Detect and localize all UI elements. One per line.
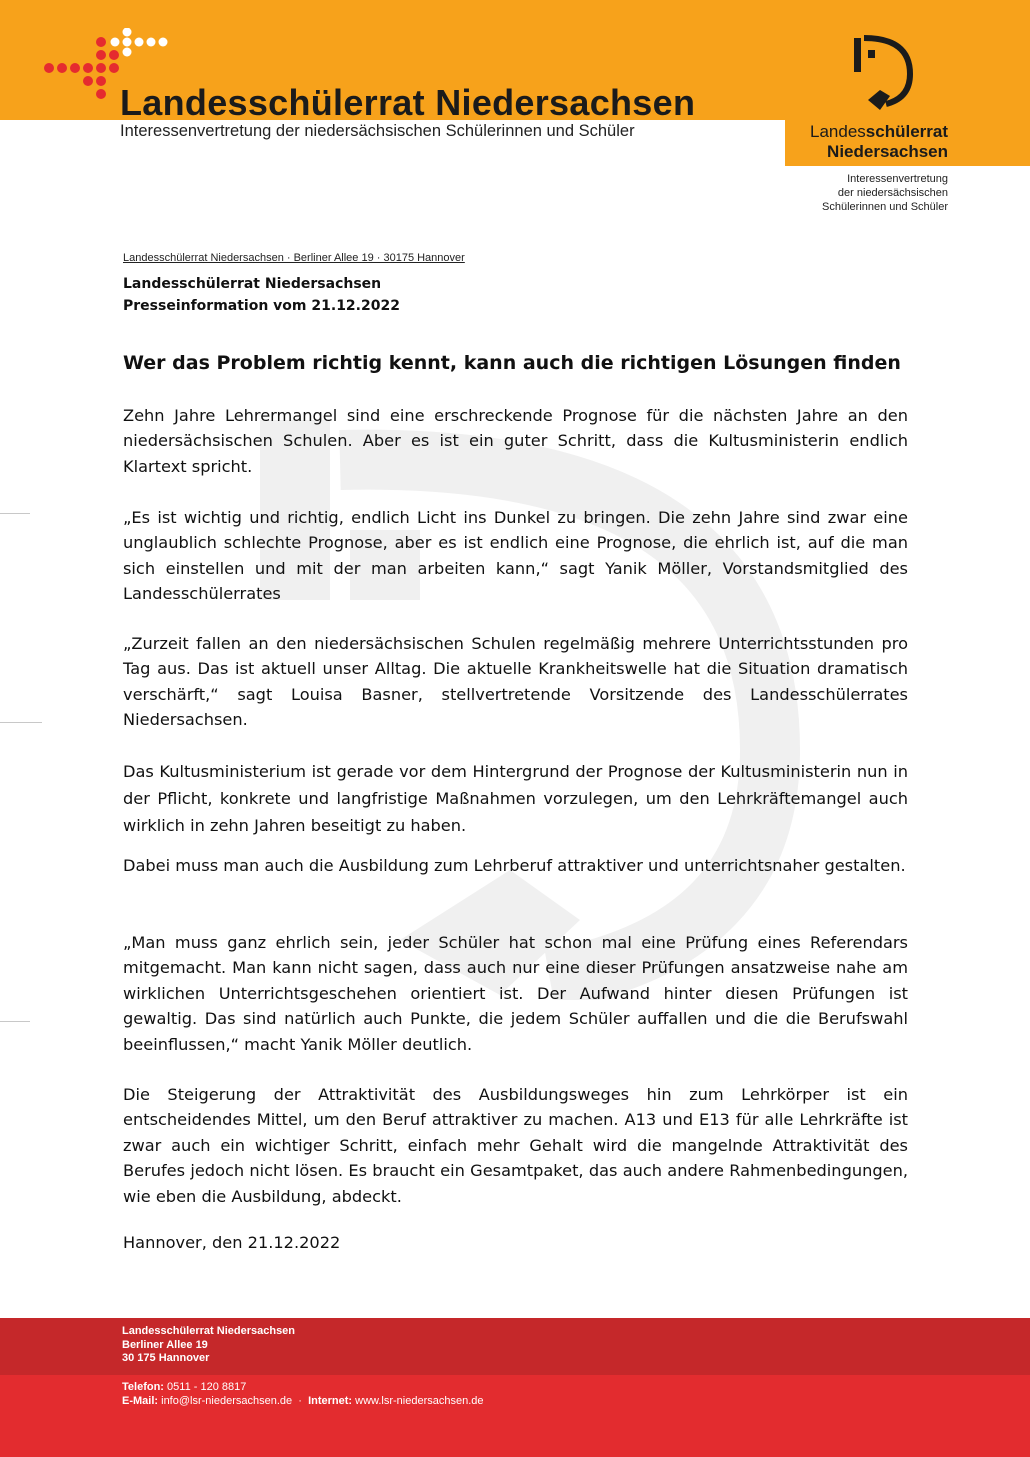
paragraph: „Man muss ganz ehrlich sein, jeder Schüler hat schon mal eine Prüfung eines Referendars mitgemacht. Man kann nicht sagen, dass auch nur eine dieser Prüfungen ansatzweise nahe am wirklichen Unterrichtsgeschehen orientiert ist. Der Aufwand hinter diesen Prüfungen ist gewaltig. Das sind natürlich auch Punkte, die jedem Schüler auffallen und die die Berufswahl beeinflussen,“ macht Yanik Möller deutlich.	[123, 933, 908, 1054]
footer-address	[122, 1325, 295, 1366]
paragraph: „Es ist wichtig und richtig, endlich Licht ins Dunkel zu bringen. Die zehn Jahre sind zwar eine unglaublich schlechte Prognose, aber es ist endlich eine Prognose, die ehrlich ist, auf die man sich einstellen und mit der man arbeiten kann,“ sagt Yanik Möller, Vorstandsmitglied des Landesschülerrates	[123, 508, 908, 604]
org-subtitle: Interessenvertretung der niedersächsischen Schülerinnen und Schüler	[120, 122, 635, 140]
headline: Wer das Problem richtig kennt, kann auch die richtigen Lösungen finden	[123, 352, 901, 374]
footer-phone-label: Telefon:	[122, 1381, 164, 1393]
closing-line: Hannover, den 21.12.2022	[123, 1233, 341, 1252]
paragraph: „Zurzeit fallen an den niedersächsischen Schulen regelmäßig mehrere Unterrichtsstunden pro Tag aus. Das ist aktuell unser Alltag. Die aktuelle Krankheitswelle hat die Situation dramatisch verschärft,“ sagt Louisa Basner, stellvertretende Vorsitzende des Landesschülerrates Niedersachsen.	[123, 634, 908, 730]
logo-tagline-line: Interessenvertretung	[847, 173, 948, 185]
logo-tagline-line: Schülerinnen und Schüler	[822, 201, 948, 213]
logo-name-line2: Niedersachsen	[827, 142, 948, 161]
logo-name	[810, 122, 948, 162]
footer-email-label: E-Mail:	[122, 1394, 159, 1407]
logo-tagline	[822, 172, 948, 214]
punch-mark	[0, 722, 42, 723]
footer-street: Berliner Allee 19	[122, 1338, 208, 1351]
footer-name: Landesschülerrat Niedersachsen	[122, 1325, 296, 1337]
logo-name-part2: schülerrat	[865, 122, 948, 141]
meta-date: Presseinformation vom 21.12.2022	[123, 298, 400, 314]
footer-web-label: Internet:	[308, 1394, 353, 1407]
fold-mark	[0, 513, 30, 514]
paragraph: Das Kultusministerium ist gerade vor dem Hintergrund der Prognose der Kultusministerin nun in der Pflicht, konkrete und langfristige Maßnahmen vorzulegen, um den Lehrkräftemangel auch wirklich in zehn Jahren beseitigt zu haben.	[123, 762, 908, 835]
paragraph: Dabei muss man auch die Ausbildung zum Lehrberuf attraktiver und unterrichtsnaher gestalten.	[123, 856, 906, 875]
paragraph: Zehn Jahre Lehrermangel sind eine erschreckende Prognose für die nächsten Jahre an den niedersächsischen Schulen. Aber es ist ein guter Schritt, dass die Kultusministerin endlich Klartext spricht.	[123, 406, 908, 476]
sender-line: Landesschülerrat Niedersachsen · Berliner Allee 19 · 30175 Hannover	[123, 252, 465, 264]
paragraph: Die Steigerung der Attraktivität des Ausbildungsweges hin zum Lehrkörper ist ein entscheidendes Mittel, um den Beruf attraktiver zu machen. A13 und E13 für alle Lehrkräfte ist zwar auch ein wichtiger Schritt, einfach mehr Gehalt wird die mangelnde Attraktivität des Berufes jedoch nicht lösen. Es braucht ein Gesamtpaket, das auch andere Rahmenbedingungen, wie eben die Ausbildung, abdeckt.	[123, 1085, 908, 1206]
org-title: Landesschülerrat Niedersachsen	[120, 82, 696, 123]
meta-block	[123, 273, 400, 317]
footer-contact	[122, 1381, 484, 1408]
footer-web-link[interactable]: www.lsr-niedersachsen.de	[355, 1394, 484, 1407]
meta-org: Landesschülerrat Niedersachsen	[123, 276, 382, 292]
footer-separator: ·	[298, 1394, 302, 1407]
footer-city: 30 175 Hannover	[122, 1352, 210, 1364]
logo-name-part1: Landes	[810, 122, 866, 141]
fold-mark	[0, 1021, 30, 1022]
footer-email-link[interactable]: info@lsr-niedersachsen.de	[161, 1394, 293, 1407]
logo-tagline-line: der niedersächsischen	[837, 187, 948, 199]
lsr-logo-icon	[850, 34, 920, 114]
footer-phone: 0511 - 120 8817	[167, 1381, 247, 1393]
